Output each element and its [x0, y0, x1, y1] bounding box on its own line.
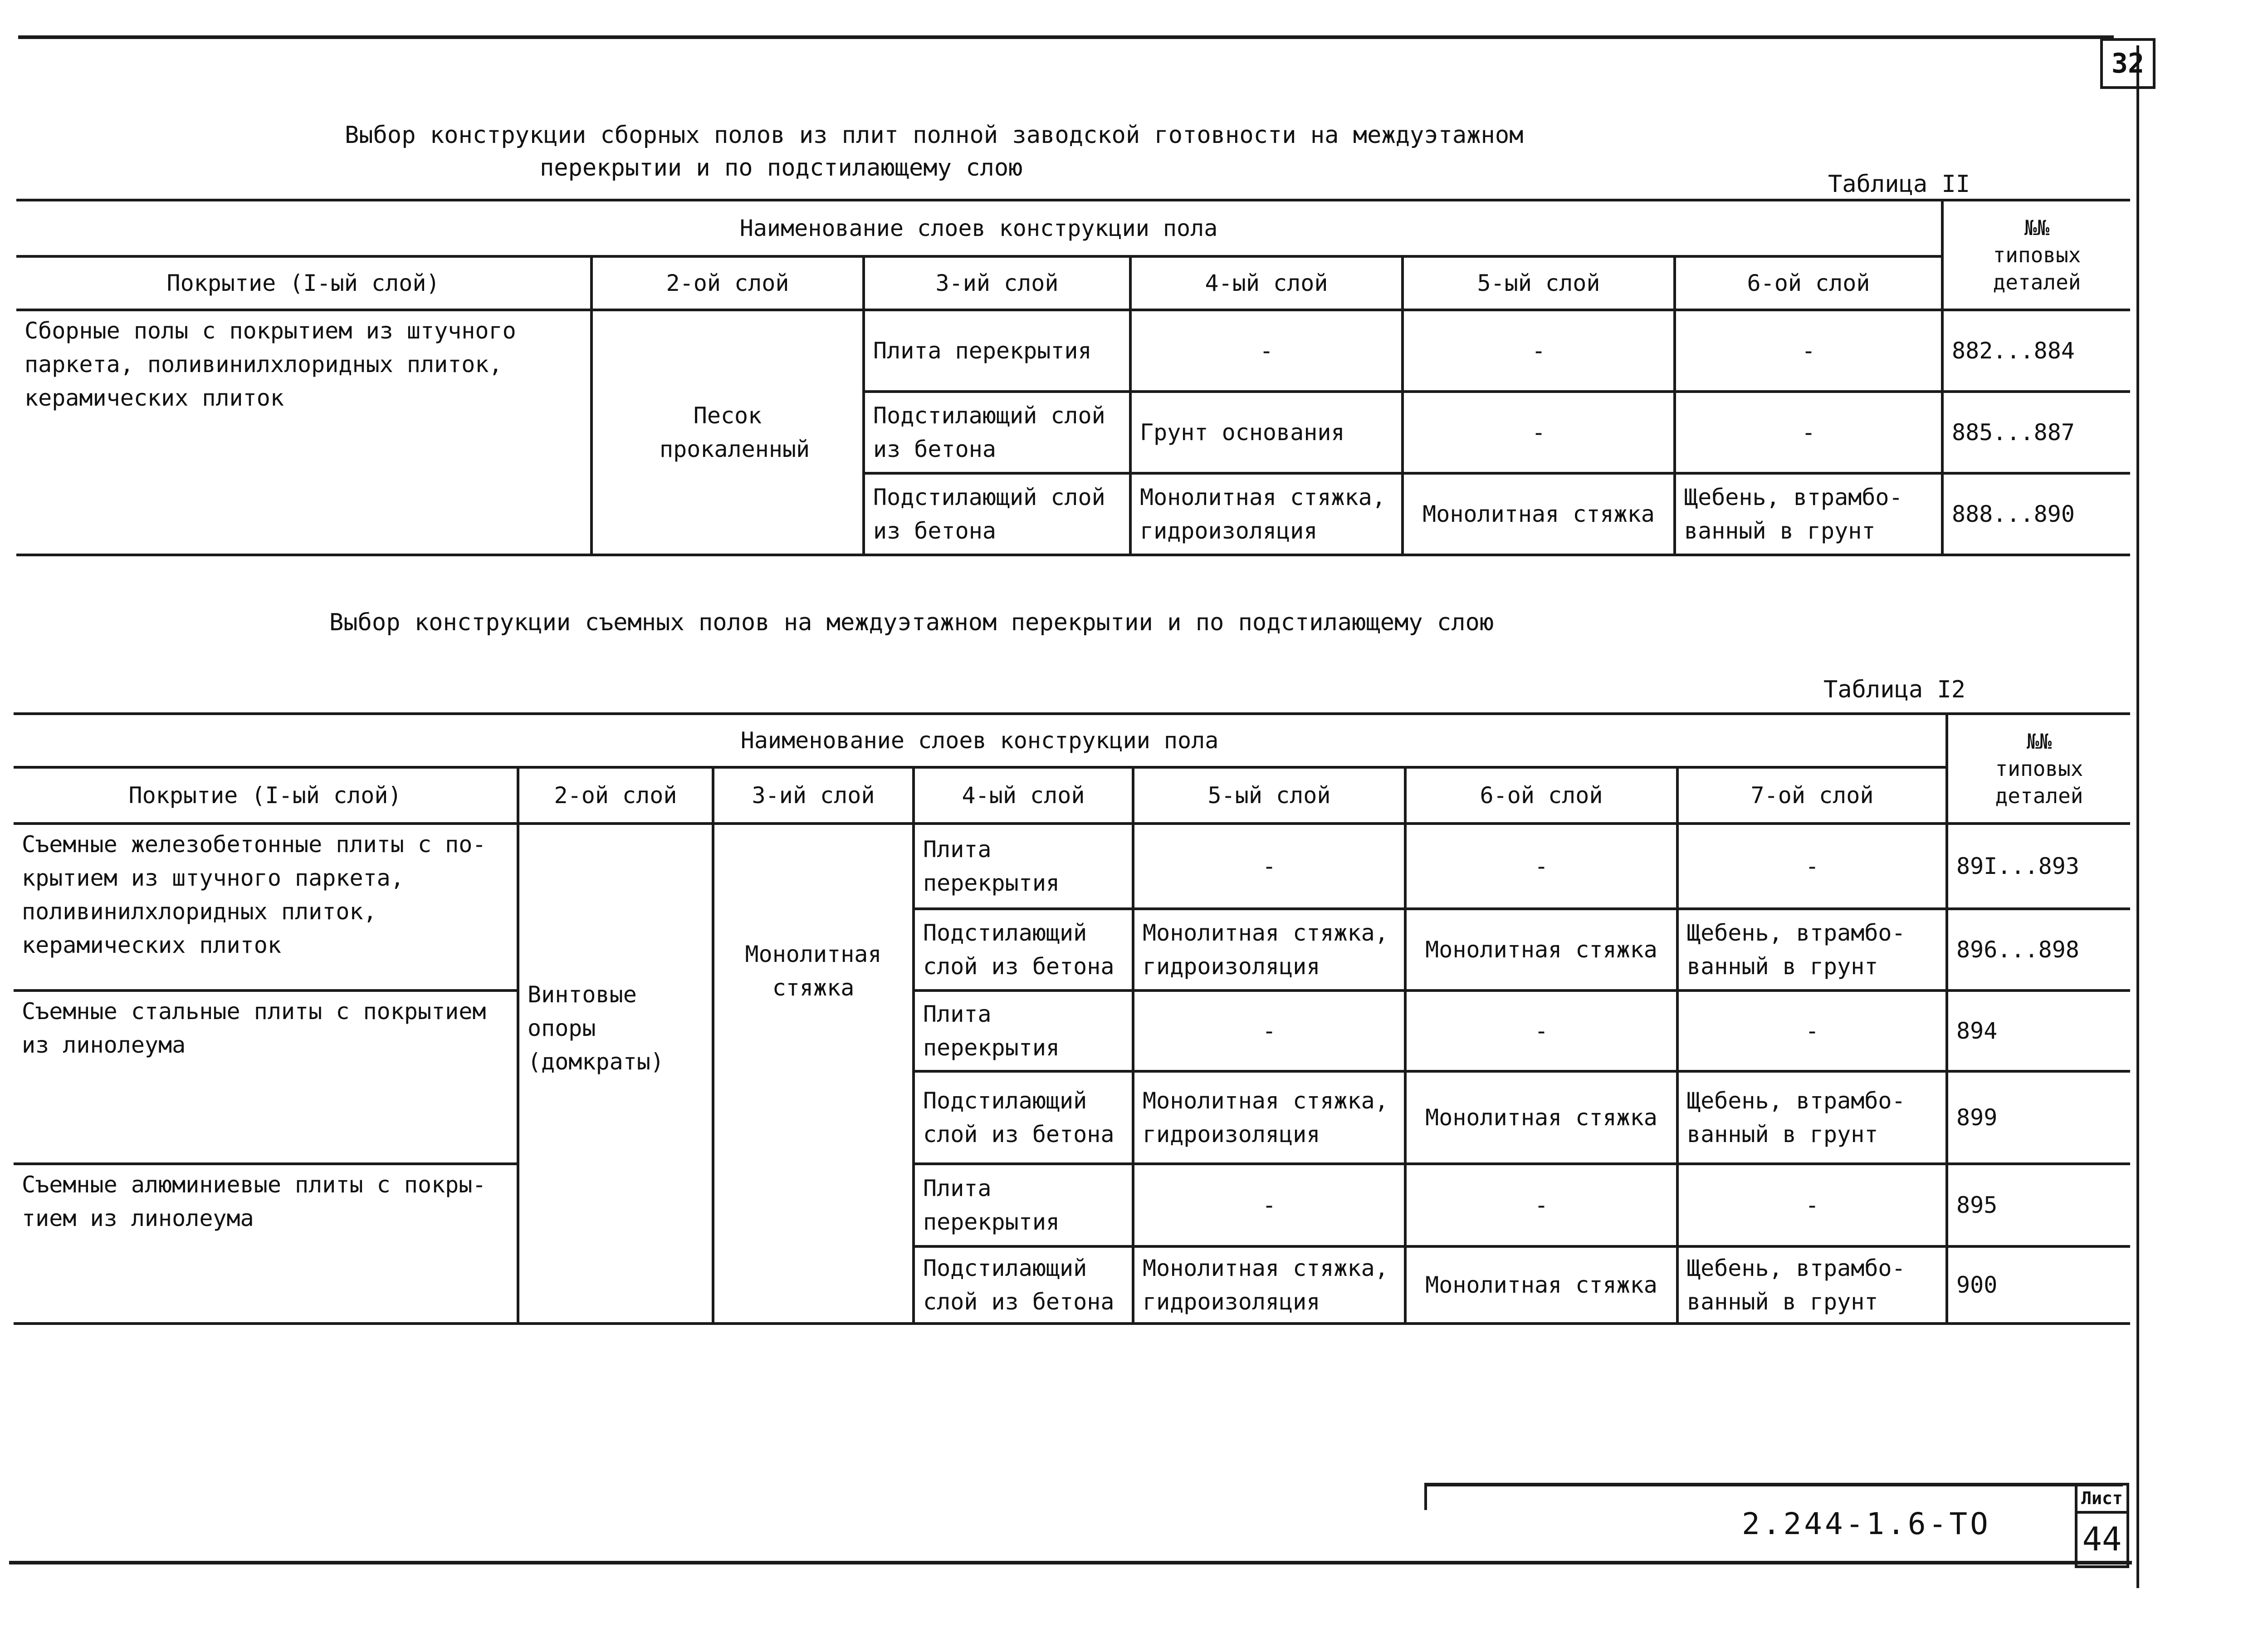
table12-g3-r2-l5: Монолитная стяжка, гидроизоляция: [1133, 1246, 1405, 1324]
table12-g2-r1-l7: -: [1677, 991, 1947, 1071]
table12-heading: Выбор конструкции съемных полов на междуэтажном перекрытии и по подстилающему слою: [329, 609, 1494, 636]
table12-g1-r2-l6: Монолитная стяжка: [1405, 909, 1677, 991]
table12-g3-r1-l5: -: [1133, 1164, 1405, 1246]
table12-g1-r2-l5: Монолитная стяжка, гидроизоляция: [1133, 909, 1405, 991]
table12-g3-r2-details: 900: [1947, 1246, 2130, 1324]
sheet-number: 44: [2082, 1520, 2122, 1558]
table12-g3-r1-l6: -: [1405, 1164, 1677, 1246]
table11-heading-line1: Выбор конструкции сборных полов из плит полной заводской готовности на междуэтажном: [345, 122, 1524, 149]
table-row: [14, 1164, 2130, 1246]
table12-g3-r2-l6: Монолитная стяжка: [1405, 1246, 1677, 1324]
table12-g1-r2-details: 896...898: [1947, 909, 2130, 991]
table12-g2-r1-details: 894: [1947, 991, 2130, 1071]
table12-g2-r1-l5: -: [1133, 991, 1405, 1071]
table12-g2-r2-details: 899: [1947, 1071, 2130, 1164]
page-number: 32: [2100, 38, 2156, 89]
table-11: [16, 199, 2130, 556]
table11-col-covering: Покрытие (I-ый слой): [16, 256, 591, 310]
table11-r2-l5: -: [1403, 392, 1675, 473]
table12-g3-covering: Съемные алюминиевые плиты с покры-тием из линолеума: [14, 1164, 518, 1324]
table12-col-layer5: 5-ый слой: [1133, 767, 1405, 824]
table12-g2-covering: Съемные стальные плиты с покрытием из линолеума: [14, 991, 518, 1164]
table12-g1-r1-l4: Плита перекрытия: [914, 824, 1133, 909]
table12-col-layer3: 3-ий слой: [713, 767, 914, 824]
table12-g3-r1-l4: Плита перекрытия: [914, 1164, 1133, 1246]
table12-g1-r1-details: 89I...893: [1947, 824, 2130, 909]
table11-r3-l5: Монолитная стяжка: [1403, 473, 1675, 555]
table12-col-layer4: 4-ый слой: [914, 767, 1133, 824]
table11-r1-l3: Плита перекрытия: [864, 310, 1130, 392]
document-code: 2.244-1.6-ТО: [1742, 1506, 1991, 1541]
table11-col-layer4: 4-ый слой: [1130, 256, 1403, 310]
table11-heading-line2: перекрытии и по подстилающему слою: [540, 154, 1023, 181]
table-row: [16, 310, 2130, 392]
right-frame-line: [2136, 45, 2139, 1588]
table11-r1-l4: -: [1130, 310, 1403, 392]
stamp-top-line: [1424, 1483, 2123, 1486]
table-12: [14, 712, 2130, 1325]
table12-g2-r2-l6: Монолитная стяжка: [1405, 1071, 1677, 1164]
table11-col-layer3: 3-ий слой: [864, 256, 1130, 310]
table11-r3-l6: Щебень, втрамбо-ванный в грунт: [1675, 473, 1942, 555]
bottom-frame-line: [9, 1561, 2132, 1564]
table11-r3-l4: Монолитная стяжка, гидроизоляция: [1130, 473, 1403, 555]
table12-layer3: Монолитная стяжка: [713, 824, 914, 1324]
table12-caption: Таблица I2: [1823, 676, 1966, 703]
table12-col-layer7: 7-ой слой: [1677, 767, 1947, 824]
table11-details-header: №№ типовых деталей: [1942, 200, 2130, 310]
table12-g1-covering: Съемные железобетонные плиты с по-крытием из штучного паркета, поливинилхлоридных плиток, керамических плиток: [14, 824, 518, 991]
table12-g2-r1-l6: -: [1405, 991, 1677, 1071]
table-row: [14, 991, 2130, 1071]
table11-r2-l6: -: [1675, 392, 1942, 473]
table11-group-header: Наименование слоев конструкции пола: [16, 200, 1942, 256]
table11-r1-details: 882...884: [1942, 310, 2130, 392]
table11-r3-details: 888...890: [1942, 473, 2130, 555]
table12-g1-r1-l6: -: [1405, 824, 1677, 909]
table12-g2-r2-l5: Монолитная стяжка, гидроизоляция: [1133, 1071, 1405, 1164]
table12-g2-r2-l4: Подстилающий слой из бетона: [914, 1071, 1133, 1164]
table11-col-layer2: 2-ой слой: [591, 256, 864, 310]
table12-col-layer6: 6-ой слой: [1405, 767, 1677, 824]
table12-col-covering: Покрытие (I-ый слой): [14, 767, 518, 824]
table12-group-header: Наименование слоев конструкции пола: [14, 714, 1947, 767]
table12-g1-r1-l7: -: [1677, 824, 1947, 909]
table-row: [14, 824, 2130, 909]
table11-layer2: Песок прокаленный: [591, 310, 864, 555]
table12-g1-r2-l4: Подстилающий слой из бетона: [914, 909, 1133, 991]
table12-col-layer2: 2-ой слой: [518, 767, 713, 824]
table11-r2-l3: Подстилающий слой из бетона: [864, 392, 1130, 473]
table11-r1-l6: -: [1675, 310, 1942, 392]
table11-r3-l3: Подстилающий слой из бетона: [864, 473, 1130, 555]
table11-col-layer5: 5-ый слой: [1403, 256, 1675, 310]
table12-g3-r1-l7: -: [1677, 1164, 1947, 1246]
table11-r2-l4: Грунт основания: [1130, 392, 1403, 473]
table12-g3-r2-l7: Щебень, втрамбо-ванный в грунт: [1677, 1246, 1947, 1324]
table12-g1-r1-l5: -: [1133, 824, 1405, 909]
table12-layer2: Винтовые опоры (домкраты): [518, 824, 713, 1324]
table12-g3-r2-l4: Подстилающий слой из бетона: [914, 1246, 1133, 1324]
sheet-box: [2075, 1483, 2129, 1568]
stamp-left-tick: [1424, 1483, 1427, 1510]
table12-g3-r1-details: 895: [1947, 1164, 2130, 1246]
table12-g2-r1-l4: Плита перекрытия: [914, 991, 1133, 1071]
table11-col-layer6: 6-ой слой: [1675, 256, 1942, 310]
table11-caption: Таблица II: [1828, 171, 1970, 198]
table12-g1-r2-l7: Щебень, втрамбо-ванный в грунт: [1677, 909, 1947, 991]
table12-g2-r2-l7: Щебень, втрамбо-ванный в грунт: [1677, 1071, 1947, 1164]
table12-details-header: №№ типовых деталей: [1947, 714, 2130, 824]
table11-r1-l5: -: [1403, 310, 1675, 392]
table11-covering: Сборные полы с покрытием из штучного паркета, поливинилхлоридных плиток, керамических плиток: [16, 310, 591, 555]
sheet-label: Лист: [2077, 1486, 2126, 1514]
table11-r2-details: 885...887: [1942, 392, 2130, 473]
top-frame-line: [18, 35, 2114, 39]
